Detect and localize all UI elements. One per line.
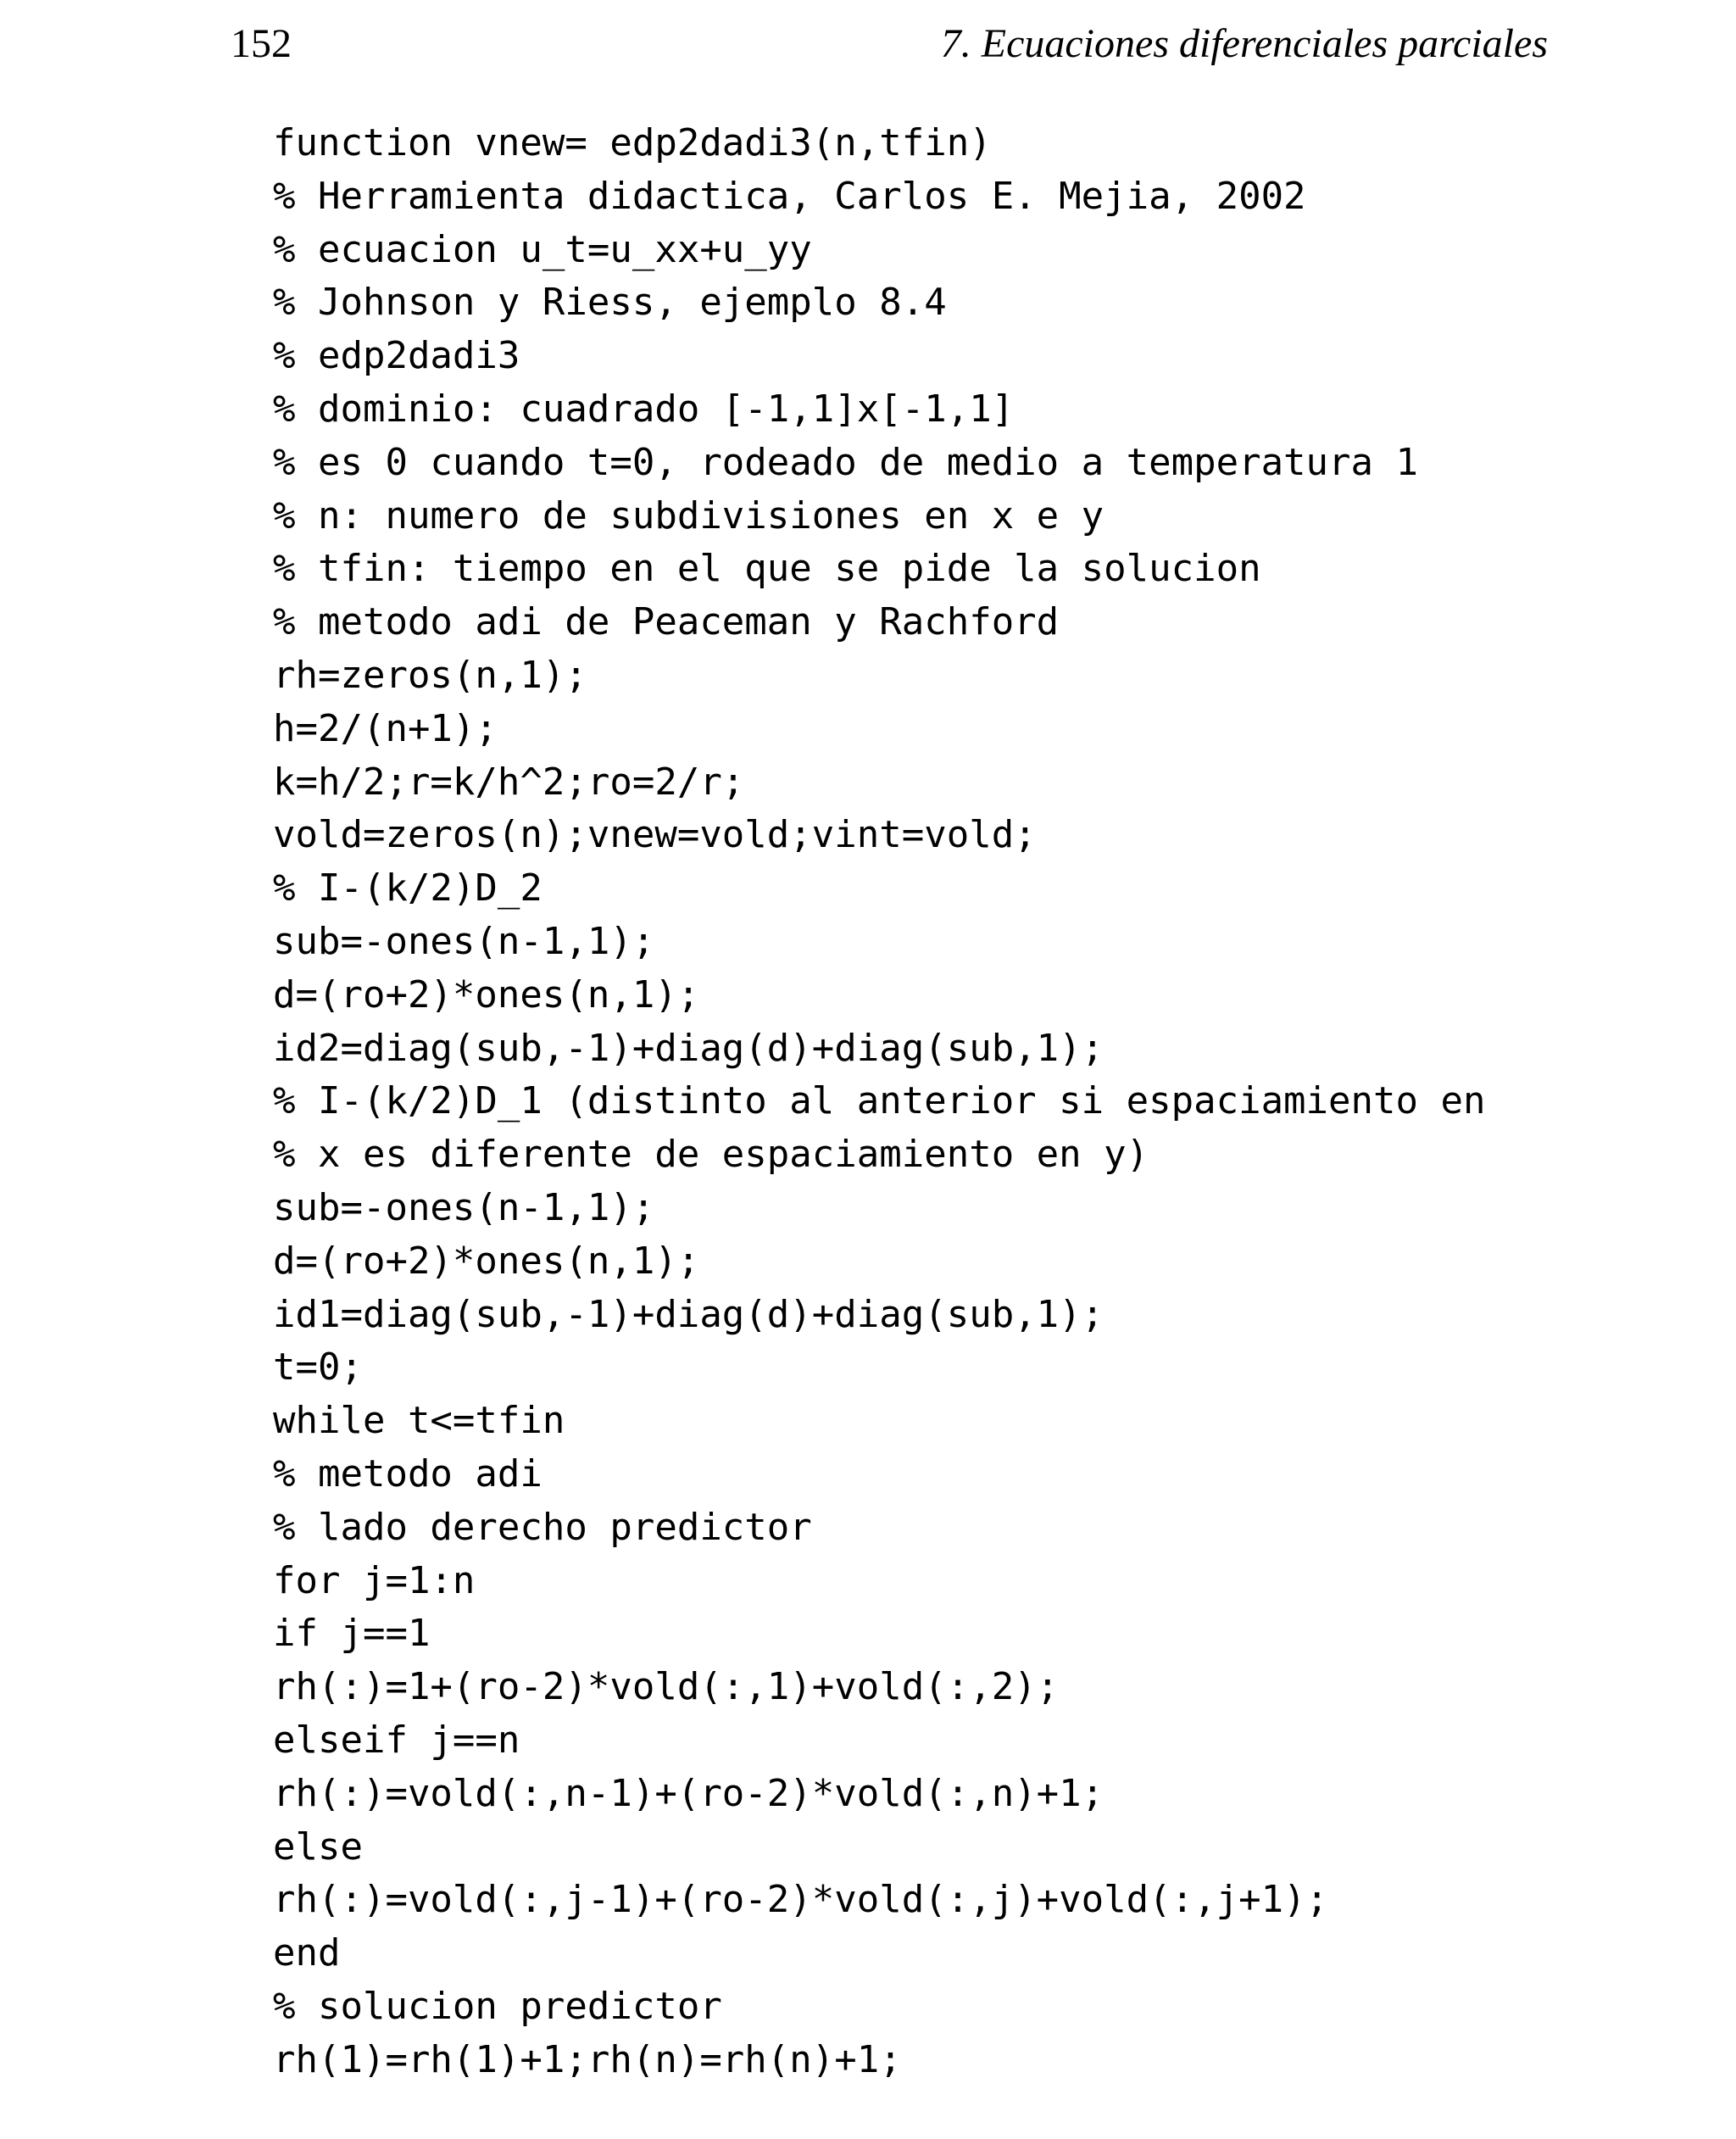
code-line: rh=zeros(n,1); <box>273 653 587 697</box>
code-line: d=(ro+2)*ones(n,1); <box>273 1239 700 1283</box>
code-line: k=h/2;r=k/h^2;ro=2/r; <box>273 760 745 804</box>
code-line: id2=diag(sub,-1)+diag(d)+diag(sub,1); <box>273 1026 1104 1070</box>
code-line: rh(:)=vold(:,j-1)+(ro-2)*vold(:,j)+vold(:,j+1); <box>273 1878 1329 1922</box>
code-line: rh(:)=1+(ro-2)*vold(:,1)+vold(:,2); <box>273 1665 1060 1709</box>
code-line: % Herramienta didactica, Carlos E. Mejia, 2002 <box>273 174 1306 218</box>
code-listing <box>273 117 1485 2086</box>
code-line: vold=zeros(n);vnew=vold;vint=vold; <box>273 813 1037 857</box>
code-line: while t<=tfin <box>273 1399 565 1443</box>
code-line: % metodo adi de Peaceman y Rachford <box>273 600 1060 644</box>
code-line: for j=1:n <box>273 1558 476 1602</box>
code-line: % dominio: cuadrado [-1,1]x[-1,1] <box>273 387 1015 431</box>
code-line: if j==1 <box>273 1612 431 1656</box>
code-line: elseif j==n <box>273 1718 520 1762</box>
page-number: 152 <box>231 21 292 66</box>
code-line: % metodo adi <box>273 1451 542 1496</box>
code-line: h=2/(n+1); <box>273 706 498 750</box>
code-line: % lado derecho predictor <box>273 1505 812 1549</box>
code-line: sub=-ones(n-1,1); <box>273 919 655 963</box>
code-line: % es 0 cuando t=0, rodeado de medio a temperatura 1 <box>273 440 1419 484</box>
code-line: % tfin: tiempo en el que se pide la solucion <box>273 547 1261 591</box>
code-line: % x es diferente de espaciamiento en y) <box>273 1133 1149 1177</box>
code-line: % I-(k/2)D_1 (distinto al anterior si espaciamiento en <box>273 1079 1486 1123</box>
code-line: function vnew= edp2dadi3(n,tfin) <box>273 121 992 164</box>
code-line: % I-(k/2)D_2 <box>273 866 542 911</box>
code-line: % Johnson y Riess, ejemplo 8.4 <box>273 281 947 325</box>
chapter-title: 7. Ecuaciones diferenciales parciales <box>940 21 1548 66</box>
code-line: id1=diag(sub,-1)+diag(d)+diag(sub,1); <box>273 1292 1104 1336</box>
code-line: t=0; <box>273 1345 363 1390</box>
code-line: rh(:)=vold(:,n-1)+(ro-2)*vold(:,n)+1; <box>273 1771 1104 1815</box>
code-line: rh(1)=rh(1)+1;rh(n)=rh(n)+1; <box>273 2037 902 2081</box>
code-line: sub=-ones(n-1,1); <box>273 1185 655 1229</box>
code-line: % ecuacion u_t=u_xx+u_yy <box>273 227 812 271</box>
code-line: end <box>273 1931 341 1975</box>
code-line: d=(ro+2)*ones(n,1); <box>273 972 700 1017</box>
code-line: % edp2dadi3 <box>273 334 520 378</box>
code-line: % solucion predictor <box>273 1984 722 2028</box>
code-line: % n: numero de subdivisiones en x e y <box>273 493 1104 538</box>
code-line: else <box>273 1824 363 1869</box>
